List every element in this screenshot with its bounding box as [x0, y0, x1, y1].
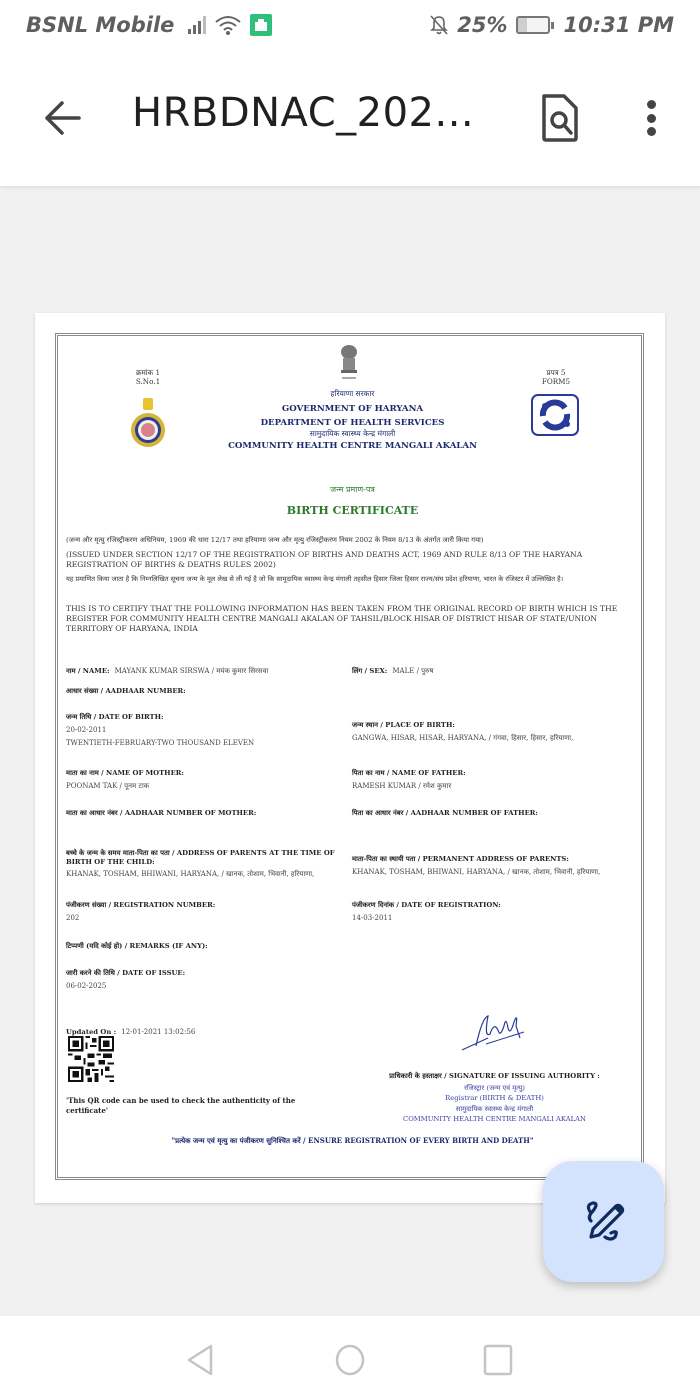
father-field [352, 768, 637, 791]
nav-recents-icon [481, 1343, 515, 1377]
reg-date-label: पंजीकरण दिनांक / DATE OF REGISTRATION: [352, 901, 501, 909]
certify-statement: THIS IS TO CERTIFY THAT THE FOLLOWING INFORMATION HAS BEEN TAKEN FROM THE ORIGINAL RECORD OF BIRTH WHICH IS THE REGISTER FOR COMMUNITY HEALTH CENTRE MANGALI AKALAN OF TAHSIL/BLOCK HISAR OF DISTRICT HISAR OF STATE/UNION TERRITORY OF HARYANA, INDIA [66, 604, 618, 633]
qr-note: 'This QR code can be used to check the authenticity of the certificate' [66, 1096, 296, 1115]
father-value: RAMESH KUMAR / रमेश कुमार [352, 782, 452, 790]
dob-value: 20-02-2011 [66, 726, 107, 734]
app-notification-icon [250, 14, 272, 36]
back-button[interactable] [40, 96, 84, 140]
registrar-hindi: रजिस्ट्रार (जन्म एवं मृत्यु) [464, 1084, 525, 1092]
reg-date-value: 14-03-2011 [352, 914, 393, 922]
signal-icon [188, 16, 206, 34]
arrow-left-icon [42, 100, 82, 136]
signature-label: प्राधिकारी के हस्ताक्षर / SIGNATURE OF ISSUING AUTHORITY : [389, 1072, 600, 1080]
issue-date-value: 06-02-2025 [66, 982, 107, 990]
dept-name: DEPARTMENT OF HEALTH SERVICES [260, 418, 445, 428]
title-hindi: जन्म प्रमाण-पत्र [330, 485, 375, 494]
sex-field [352, 658, 632, 677]
pob-field [352, 720, 637, 743]
qr-code[interactable] [68, 1036, 114, 1086]
issue-date-field [66, 968, 346, 990]
address-perm-value: KHANAK, TOSHAM, BHIWANI, HARYANA, / खानक, तोशाम, भिवानी, हरियाणा, [352, 868, 601, 876]
mother-aadhaar-label: माता का आधार नंबर / AADHAAR NUMBER OF MOTHER: [66, 809, 257, 817]
registrar-chc-hindi: सामुदायिक स्वास्थ्य केन्द्र मंगाली [455, 1105, 534, 1113]
nav-back-button[interactable] [180, 1340, 220, 1380]
status-bar [0, 0, 700, 50]
issued-under: (ISSUED UNDER SECTION 12/17 OF THE REGISTRATION OF BIRTHS AND DEATHS ACT, 1969 AND RULE 8/13 OF THE HARYANA REGISTRATION OF BIRTHS & DEATHS RULES 2002) [66, 550, 583, 569]
name-label: नाम / NAME: [66, 667, 110, 675]
reg-number-field [66, 900, 346, 922]
pdf-page[interactable] [35, 313, 665, 1203]
sex-label: लिंग / SEX: [352, 667, 388, 675]
father-label: पिता का नाम / NAME OF FATHER: [352, 769, 466, 777]
status-left [26, 13, 272, 37]
address-birth-label: बच्चे के जन्म के समय माता-पिता का पता / ADDRESS OF PARENTS AT THE TIME OF BIRTH OF THE CHILD: [66, 849, 335, 866]
mother-value: POONAM TAK / पूनम टाक [66, 782, 150, 790]
more-vert-icon [647, 100, 656, 109]
address-birth-value: KHANAK, TOSHAM, BHIWANI, HARYANA, / खानक, तोशाम, भिवानी, हरियाणा, [66, 870, 315, 878]
sno-hindi: क्रमांक 1 [135, 368, 161, 377]
reg-number-label: पंजीकरण संख्या / REGISTRATION NUMBER: [66, 901, 216, 909]
system-nav-bar [0, 1316, 700, 1400]
wifi-icon [214, 14, 242, 36]
certify-hindi: यह प्रमाणित किया जाता है कि निम्नलिखित सूचना जन्म के मूल लेख से ली गई है जो कि सामुदायिक स्वास्थ्य केन्द्र मंगाली तहसील हिसार जिला हिसार राज्य/संघ प्रदेश हरियाणा, भारत के रजिस्टर में उल्लिखित है। [66, 575, 564, 583]
battery-saver-icon [516, 16, 550, 34]
nav-home-button[interactable] [330, 1340, 370, 1380]
bell-muted-icon [429, 14, 449, 36]
dob-label: जन्म तिथि / DATE OF BIRTH: [66, 713, 164, 721]
address-perm-label: माता-पिता का स्थायी पता / PERMANENT ADDRESS OF PARENTS: [352, 855, 569, 863]
document-title: HRBDNAC_202... [132, 90, 475, 136]
mother-label: माता का नाम / NAME OF MOTHER: [66, 769, 184, 777]
chc-name: COMMUNITY HEALTH CENTRE MANGALI AKALAN [228, 441, 477, 451]
find-in-document-button[interactable] [536, 92, 584, 144]
address-birth-field [66, 849, 346, 879]
more-options-button[interactable] [636, 94, 666, 142]
dob-words: TWENTIETH-FEBRUARY-TWO THOUSAND ELEVEN [66, 739, 255, 747]
clock: 10:31 PM [563, 13, 674, 37]
pob-value: GANGWA, HISAR, HISAR, HARYANA, / गंगवा, हिसार, हिसार, हरियाणा, [352, 734, 574, 742]
crs-logo-icon [531, 394, 579, 440]
document-search-icon [536, 92, 584, 144]
reg-number-value: 202 [66, 914, 80, 922]
birth-certificate [55, 333, 644, 1180]
address-perm-field [352, 854, 637, 877]
battery-percent: 25% [457, 13, 508, 37]
govt-hindi: हरियाणा सरकार [330, 389, 375, 398]
reg-date-field [352, 900, 637, 922]
govt-name: GOVERNMENT OF HARYANA [281, 404, 424, 414]
draw-annotate-icon [581, 1199, 627, 1245]
chc-hindi: सामुदायिक स्वास्थ्य केन्द्र मंगाली [309, 429, 396, 438]
name-value: MAYANK KUMAR SIRSWA / मयंक कुमार सिरसवा [114, 667, 269, 675]
certificate-title: BIRTH CERTIFICATE [286, 504, 419, 517]
mother-field [66, 768, 346, 791]
nav-home-icon [333, 1343, 367, 1377]
dob-field [66, 712, 346, 747]
certificate-footer: "प्रत्येक जन्म एवं मृत्यु का पंजीकरण सुनिश्चित करें / ENSURE REGISTRATION OF EVERY BIRTH AND DEATH" [171, 1136, 534, 1145]
form-block [526, 368, 586, 386]
status-right [429, 13, 674, 37]
issued-under-hindi: (जन्म और मृत्यु रजिस्ट्रीकरण अधिनियम, 1969 की धारा 12/17 तथा हरियाणा जन्म और मृत्यु रजिस्ट्रीकरण नियम 2002 के नियम 8/13 के अंतर्गत जारी किया गया) [66, 536, 484, 544]
updated-label: Updated On : [66, 1028, 117, 1036]
sno-block [118, 368, 178, 386]
issue-date-label: जारी करने की तिथि / DATE OF ISSUE: [66, 969, 186, 977]
aadhaar-label: आधार संख्या / AADHAAR NUMBER: [66, 687, 186, 695]
form-number: FORM5 [541, 377, 571, 386]
app-bar [0, 50, 700, 186]
updated-value: 12-01-2021 13:02:56 [121, 1028, 196, 1036]
nav-back-icon [185, 1343, 215, 1377]
form-hindi: प्रपत्र 5 [546, 368, 566, 377]
signature-image [458, 1008, 528, 1060]
national-emblem-icon [338, 344, 360, 386]
remarks-label: टिप्पणी (यदि कोई हो) / REMARKS (IF ANY): [66, 942, 208, 950]
nav-recents-button[interactable] [478, 1340, 518, 1380]
sex-value: MALE / पुरुष [392, 667, 434, 675]
signature-block [352, 1071, 637, 1123]
father-aadhaar-label: पिता का आधार नंबर / AADHAAR NUMBER OF FATHER: [352, 809, 538, 817]
annotate-fab-button[interactable] [543, 1161, 664, 1282]
registrar-chc: COMMUNITY HEALTH CENTRE MANGALI AKALAN [403, 1115, 586, 1123]
name-field [66, 658, 346, 677]
pob-label: जन्म स्थान / PLACE OF BIRTH: [352, 721, 455, 729]
carrier-name: BSNL Mobile [26, 13, 175, 37]
sno: S.No.1 [135, 377, 161, 386]
registrar-title: Registrar (BIRTH & DEATH) [445, 1094, 544, 1102]
